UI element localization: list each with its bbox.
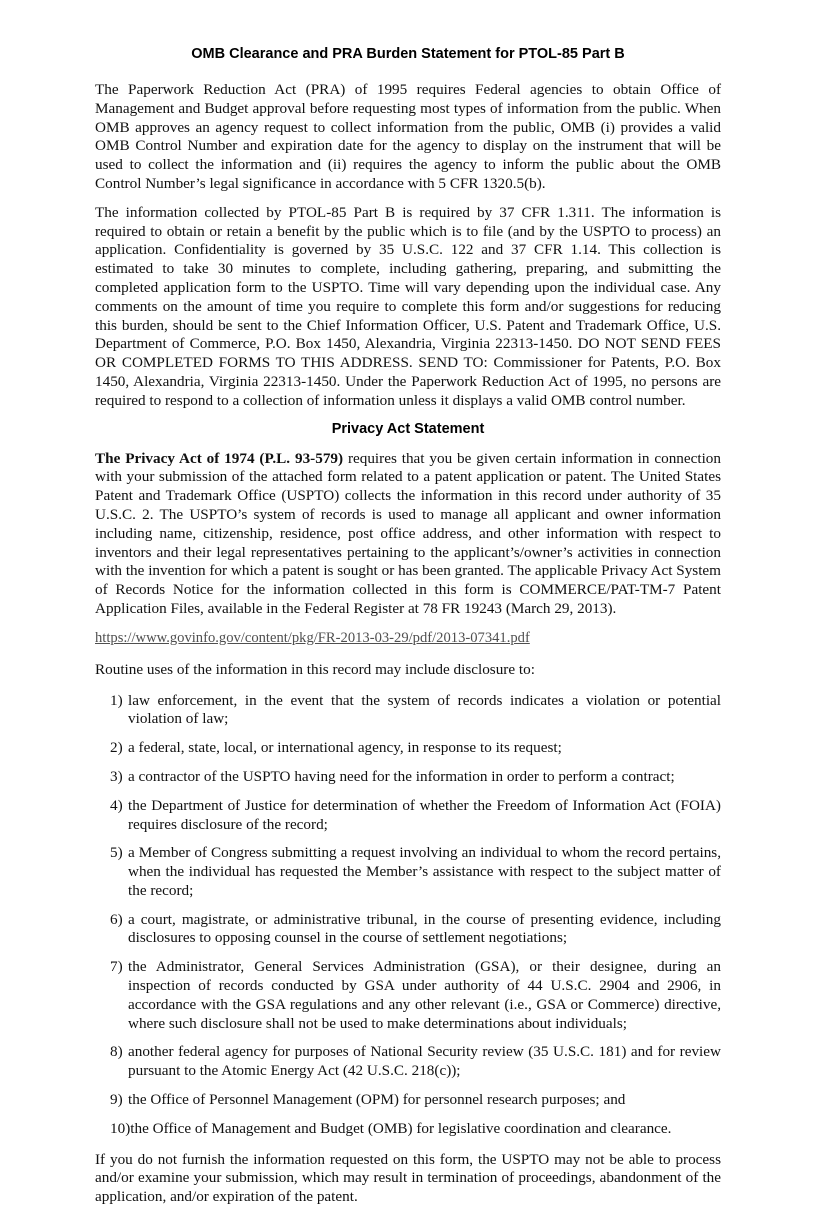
routine-use-text: a contractor of the USPTO having need for the information in order to perform a contract; <box>128 767 675 785</box>
closing-paragraph: If you do not furnish the information requested on this form, the USPTO may not be able to process and/or examine your submission, which may result in termination of proceedings, abandonment of the application, and/or expiration of the patent. <box>95 1150 721 1206</box>
privacy-paragraph <box>95 450 721 619</box>
routine-use-number: 7) <box>110 958 123 976</box>
omb-paragraph-2: The information collected by PTOL-85 Part B is required by 37 CFR 1.311. The information is required to obtain or retain a benefit by the public which is to file (and by the USPTO to process) an application. Confidentiality is governed by 35 U.S.C. 122 and 37 CFR 1.14. This collection is estimated to take 30 minutes to complete, including gathering, preparing, and submitting the completed application form to the USPTO. Time will vary depending upon the individual case. Any comments on the amount of time you require to complete this form and/or suggestions for reducing this burden, should be sent to the Chief Information Officer, U.S. Patent and Trademark Office, U.S. Department of Commerce, P.O. Box 1450, Alexandria, Virginia 22313-1450. DO NOT SEND FEES OR COMPLETED FORMS TO THIS ADDRESS. SEND TO: Commissioner for Patents, P.O. Box 1450, Alexandria, Virginia 22313-1450. Under the Paperwork Reduction Act of 1995, no persons are required to respond to a collection of information unless it displays a valid OMB control number. <box>95 203 721 409</box>
routine-use-item <box>110 911 721 949</box>
routine-use-text: a federal, state, local, or international agency, in response to its request; <box>128 739 562 757</box>
routine-use-item <box>110 958 721 1033</box>
routine-use-item <box>110 844 721 900</box>
routine-use-number: 9) <box>110 1091 123 1109</box>
routine-use-text: the Office of Personnel Management (OPM) for personnel research purposes; and <box>128 1091 626 1109</box>
routine-use-text: law enforcement, in the event that the system of records indicates a violation or potential violation of law; <box>128 691 721 728</box>
routine-use-number: 5) <box>110 844 123 862</box>
routine-use-item <box>110 1043 721 1081</box>
routine-use-text: a court, magistrate, or administrative tribunal, in the course of presenting evidence, including disclosures to opposing counsel in the course of settlement negotiations; <box>128 910 721 947</box>
routine-use-text: the Administrator, General Services Administration (GSA), or their designee, during an inspection of records conducted by GSA under authority of 44 U.S.C. 2904 and 2906, in accordance with the GSA regulations and any other relevant (i.e., GSA or Commerce) directive, where such disclosure shall not be used to make determinations about individuals; <box>128 958 721 1032</box>
privacy-paragraph-body: requires that you be given certain information in connection with your submission of the attached form related to a patent application or patent. The United States Patent and Trademark Office (USPTO) collects the information in this record under authority of 35 U.S.C. 2. The USPTO’s system of records is used to manage all applicant and owner information including name, citizenship, residence, post office address, and other information with respect to inventors and their legal representatives pertaining to the applicant’s/owner’s activities in connection with the invention for which a patent is sought or has been granted. The applicable Privacy Act System of Records Notice for the information collected in this form is COMMERCE/PAT-TM-7 Patent Application Files, available in the Federal Register at 78 FR 19243 (March 29, 2013). <box>95 449 721 617</box>
omb-paragraph-1: The Paperwork Reduction Act (PRA) of 1995 requires Federal agencies to obtain Office of Management and Budget approval before requesting most types of information from the public. When OMB approves an agency request to collect information from the public, OMB (i) provides a valid OMB Control Number and expiration date for the agency to display on the instrument that will be used to collect the information and (ii) requires the agency to inform the public about the OMB Control Number’s legal significance in accordance with 5 CFR 1320.5(b). <box>95 81 721 192</box>
privacy-act-lead: The Privacy Act of 1974 (P.L. 93-579) <box>95 449 344 467</box>
federal-register-link[interactable]: https://www.govinfo.gov/content/pkg/FR-2013-03-29/pdf/2013-07341.pdf <box>95 629 530 646</box>
routine-use-item <box>110 1120 721 1139</box>
routine-use-number: 6) <box>110 910 123 928</box>
routine-use-text: the Department of Justice for determination of whether the Freedom of Information Act (FOIA) requires disclosure of the record; <box>128 796 721 833</box>
routine-use-number: 4) <box>110 796 123 814</box>
routine-use-item <box>110 739 721 758</box>
routine-use-number: 2) <box>110 739 123 757</box>
routine-use-item <box>110 797 721 835</box>
routine-uses-intro: Routine uses of the information in this record may include disclosure to: <box>95 660 535 678</box>
routine-use-item <box>110 692 721 730</box>
routine-use-number: 3) <box>110 767 123 785</box>
routine-use-number: 1) <box>110 691 123 709</box>
privacy-act-heading: Privacy Act Statement <box>331 420 485 437</box>
routine-uses-list <box>95 692 721 1139</box>
routine-use-number: 10) <box>110 1119 131 1137</box>
routine-use-item <box>110 768 721 787</box>
routine-use-number: 8) <box>110 1043 123 1061</box>
routine-use-item <box>110 1091 721 1110</box>
document-title: OMB Clearance and PRA Burden Statement for PTOL-85 Part B <box>191 46 625 62</box>
routine-use-text: the Office of Management and Budget (OMB) for legislative coordination and clearance. <box>130 1119 672 1137</box>
routine-use-text: a Member of Congress submitting a request involving an individual to whom the record pertains, when the individual has requested the Member’s assistance with respect to the subject matter of the record; <box>128 844 721 899</box>
routine-use-text: another federal agency for purposes of National Security review (35 U.S.C. 181) and for review pursuant to the Atomic Energy Act (42 U.S.C. 218(c)); <box>128 1043 721 1080</box>
